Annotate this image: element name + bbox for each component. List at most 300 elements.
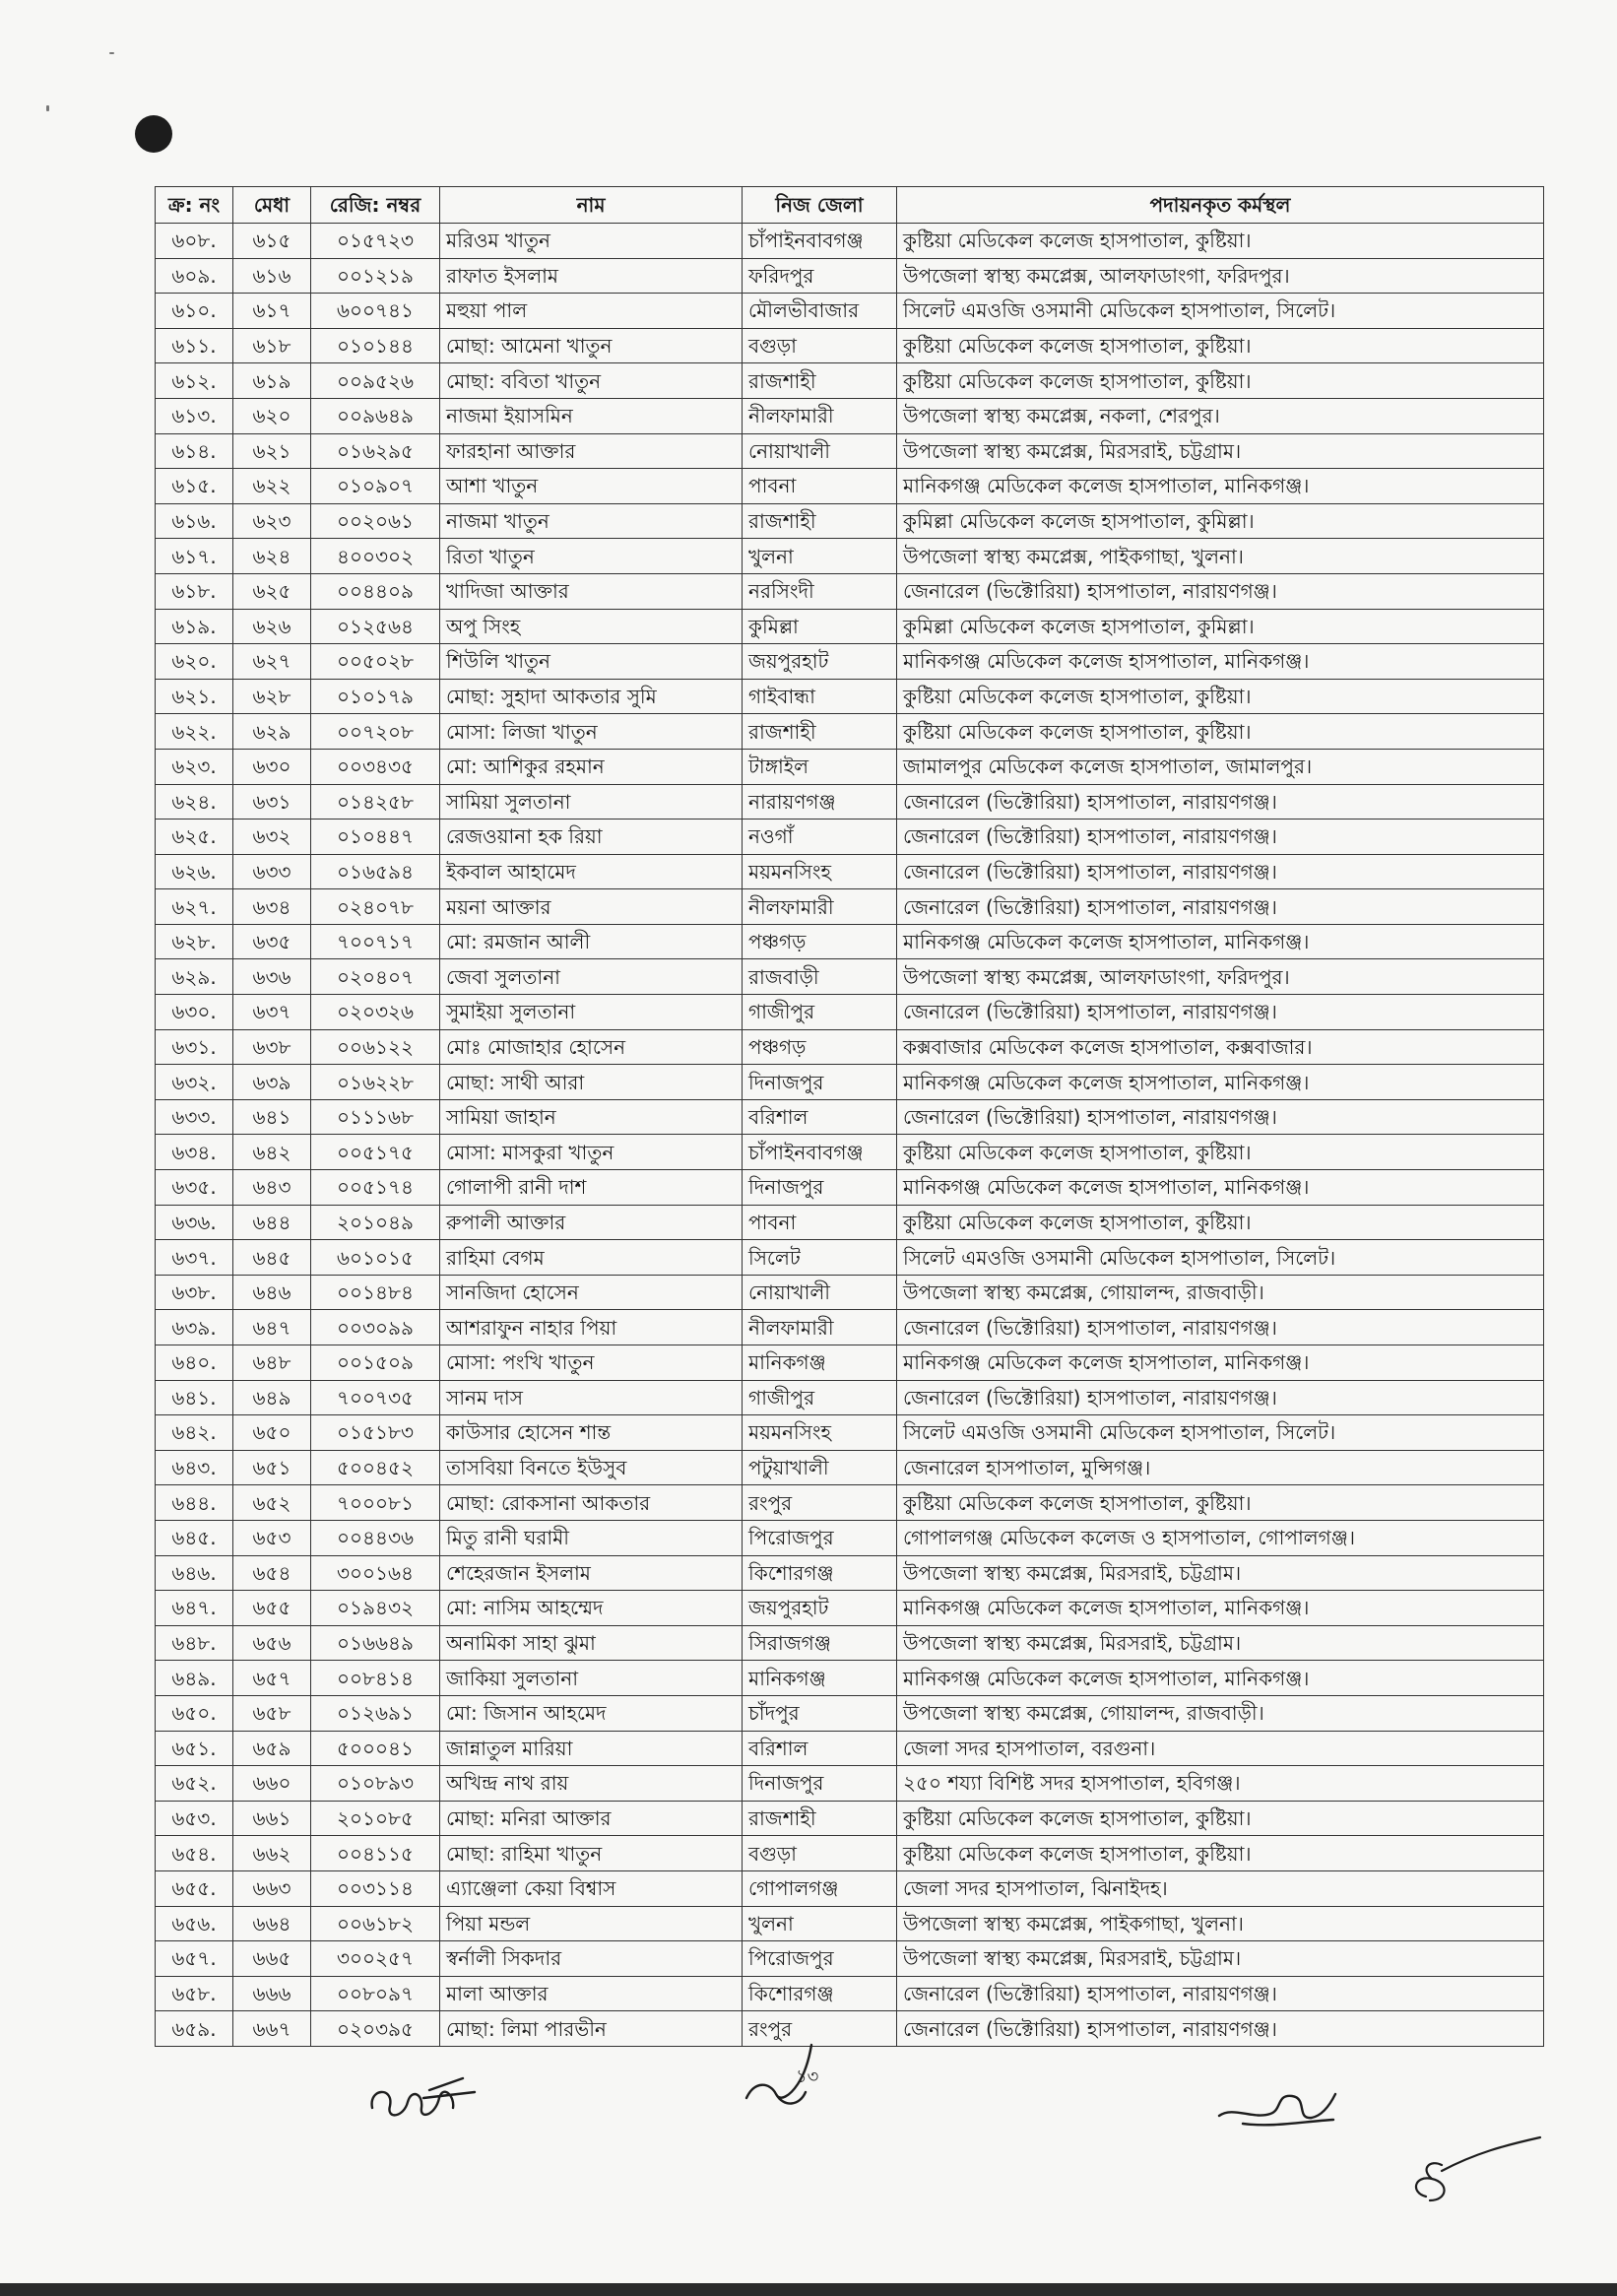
cell-name: আশা খাতুন [440, 469, 743, 504]
table-body [156, 224, 1544, 2047]
cell-name: মোছা: লিমা পারভীন [440, 2011, 743, 2047]
cell-home-district: নীলফামারী [743, 889, 897, 925]
cell-name: শেহেরজান ইসলাম [440, 1555, 743, 1591]
cell-name: মিতু রানী ঘরামী [440, 1520, 743, 1555]
cell-merit: ৬৫০ [233, 1415, 311, 1451]
cell-name: জেবা সুলতানা [440, 959, 743, 995]
header-posting-place: পদায়নকৃত কর্মস্থল [897, 187, 1544, 224]
cell-name: শিউলি খাতুন [440, 644, 743, 680]
cell-merit: ৬৬৪ [233, 1906, 311, 1941]
cell-serial: ৬১৩. [156, 398, 233, 433]
cell-serial: ৬৫৮. [156, 1976, 233, 2011]
cell-home-district: কিশোরগঞ্জ [743, 1555, 897, 1591]
cell-name: মোছা: রাহিমা খাতুন [440, 1836, 743, 1871]
cell-posting-place: জেনারেল (ভিক্টোরিয়া) হাসপাতাল, নারায়ণগঞ্জ। [897, 1099, 1544, 1135]
cell-merit: ৬২৫ [233, 573, 311, 609]
cell-registration: ০১৬২৯৫ [311, 433, 440, 469]
cell-posting-place: কুমিল্লা মেডিকেল কলেজ হাসপাতাল, কুমিল্লা। [897, 609, 1544, 644]
cell-posting-place: মানিকগঞ্জ মেডিকেল কলেজ হাসপাতাল, মানিকগঞ্জ। [897, 1345, 1544, 1381]
cell-registration: ০০৫১৭৪ [311, 1170, 440, 1206]
scan-speck [46, 105, 49, 111]
cell-serial: ৬৪০. [156, 1345, 233, 1381]
cell-serial: ৬৪৪. [156, 1485, 233, 1521]
table-row [156, 1836, 1544, 1871]
cell-serial: ৬১৪. [156, 433, 233, 469]
cell-registration: ০১৫১৮৩ [311, 1415, 440, 1451]
cell-home-district: বগুড়া [743, 1836, 897, 1871]
cell-registration: ০২০৪০৭ [311, 959, 440, 995]
cell-name: মোঃ মোজাহার হোসেন [440, 1029, 743, 1065]
cell-home-district: রাজশাহী [743, 363, 897, 399]
table-row [156, 749, 1544, 784]
cell-serial: ৬৪৭. [156, 1591, 233, 1626]
cell-posting-place: সিলেট এমওজি ওসমানী মেডিকেল হাসপাতাল, সিলেট। [897, 294, 1544, 329]
cell-merit: ৬৬২ [233, 1836, 311, 1871]
cell-merit: ৬৩৭ [233, 995, 311, 1030]
header-home-district: নিজ জেলা [743, 187, 897, 224]
punch-hole [135, 115, 172, 153]
cell-home-district: পঞ্চগড় [743, 924, 897, 959]
cell-posting-place: মানিকগঞ্জ মেডিকেল কলেজ হাসপাতাল, মানিকগঞ্জ। [897, 1591, 1544, 1626]
table-row [156, 294, 1544, 329]
cell-home-district: খুলনা [743, 539, 897, 574]
cell-registration: ৫০০০৪১ [311, 1731, 440, 1766]
cell-home-district: রাজশাহী [743, 503, 897, 539]
cell-serial: ৬২৬. [156, 854, 233, 889]
scan-bottom-edge [0, 2283, 1617, 2296]
cell-merit: ৬১৬ [233, 258, 311, 294]
cell-registration: ৭০০৭১৭ [311, 924, 440, 959]
cell-home-district: দিনাজপুর [743, 1766, 897, 1802]
cell-name: মোসা: লিজা খাতুন [440, 714, 743, 750]
table-row [156, 503, 1544, 539]
cell-registration: ৩০০১৬৪ [311, 1555, 440, 1591]
cell-registration: ০০৬১৮২ [311, 1906, 440, 1941]
cell-merit: ৬৫২ [233, 1485, 311, 1521]
cell-serial: ৬৪২. [156, 1415, 233, 1451]
cell-posting-place: উপজেলা স্বাস্থ্য কমপ্লেক্স, মিরসরাই, চট্টগ্রাম। [897, 1625, 1544, 1661]
cell-name: কাউসার হোসেন শান্ত [440, 1415, 743, 1451]
cell-name: মো: জিসান আহমেদ [440, 1695, 743, 1731]
cell-home-district: দিনাজপুর [743, 1065, 897, 1100]
table-row [156, 1906, 1544, 1941]
cell-name: মোছা: মনিরা আক্তার [440, 1801, 743, 1836]
cell-name: মোসা: মাসকুরা খাতুন [440, 1135, 743, 1170]
cell-registration: ৭০০৭৩৫ [311, 1380, 440, 1415]
cell-posting-place: জেনারেল (ভিক্টোরিয়া) হাসপাতাল, নারায়ণগঞ্জ। [897, 784, 1544, 820]
cell-home-district: পটুয়াখালী [743, 1450, 897, 1485]
cell-home-district: দিনাজপুর [743, 1170, 897, 1206]
cell-serial: ৬২২. [156, 714, 233, 750]
table-row [156, 1941, 1544, 1977]
posting-table [155, 186, 1544, 2047]
cell-name: জান্নাতুল মারিয়া [440, 1731, 743, 1766]
cell-home-district: নোয়াখালী [743, 433, 897, 469]
cell-registration: ০১০৪৪৭ [311, 820, 440, 855]
table-row [156, 539, 1544, 574]
cell-posting-place: কুষ্টিয়া মেডিকেল কলেজ হাসপাতাল, কুষ্টিয়া। [897, 1801, 1544, 1836]
cell-registration: ০২৪০৭৮ [311, 889, 440, 925]
cell-merit: ৬৪৪ [233, 1205, 311, 1240]
table-row [156, 398, 1544, 433]
cell-posting-place: জেনারেল (ভিক্টোরিয়া) হাসপাতাল, নারায়ণগঞ্জ। [897, 854, 1544, 889]
table-row [156, 1170, 1544, 1206]
cell-home-district: পাবনা [743, 1205, 897, 1240]
cell-home-district: রাজশাহী [743, 1801, 897, 1836]
cell-posting-place: মানিকগঞ্জ মেডিকেল কলেজ হাসপাতাল, মানিকগঞ্জ। [897, 1661, 1544, 1696]
cell-merit: ৬২০ [233, 398, 311, 433]
cell-serial: ৬২৪. [156, 784, 233, 820]
cell-posting-place: কুষ্টিয়া মেডিকেল কলেজ হাসপাতাল, কুষ্টিয়া। [897, 679, 1544, 714]
cell-registration: ০১০৮৯৩ [311, 1766, 440, 1802]
cell-home-district: বগুড়া [743, 328, 897, 363]
cell-merit: ৬১৮ [233, 328, 311, 363]
cell-home-district: ময়মনসিংহ [743, 854, 897, 889]
cell-merit: ৬১৭ [233, 294, 311, 329]
cell-merit: ৬৬৩ [233, 1870, 311, 1906]
cell-merit: ৬২৩ [233, 503, 311, 539]
cell-name: মোছা: সাথী আরা [440, 1065, 743, 1100]
cell-home-district: বরিশাল [743, 1731, 897, 1766]
cell-home-district: কুমিল্লা [743, 609, 897, 644]
cell-registration: ০১০৯০৭ [311, 469, 440, 504]
cell-merit: ৬৩৯ [233, 1065, 311, 1100]
cell-serial: ৬৩১. [156, 1029, 233, 1065]
table-row [156, 1310, 1544, 1345]
cell-home-district: নওগাঁ [743, 820, 897, 855]
cell-home-district: টাঙ্গাইল [743, 749, 897, 784]
table-row [156, 1485, 1544, 1521]
cell-posting-place: কুষ্টিয়া মেডিকেল কলেজ হাসপাতাল, কুষ্টিয়া। [897, 714, 1544, 750]
table-row [156, 854, 1544, 889]
table-row [156, 609, 1544, 644]
cell-posting-place: মানিকগঞ্জ মেডিকেল কলেজ হাসপাতাল, মানিকগঞ্জ। [897, 924, 1544, 959]
cell-merit: ৬৫৮ [233, 1695, 311, 1731]
cell-home-district: পিরোজপুর [743, 1520, 897, 1555]
signature-left [364, 2068, 483, 2132]
cell-registration: ০১৬২২৮ [311, 1065, 440, 1100]
cell-serial: ৬১৭. [156, 539, 233, 574]
cell-posting-place: জেনারেল (ভিক্টোরিয়া) হাসপাতাল, নারায়ণগঞ্জ। [897, 820, 1544, 855]
cell-home-district: পঞ্চগড় [743, 1029, 897, 1065]
cell-registration: ০১১১৬৮ [311, 1099, 440, 1135]
cell-registration: ৩০০২৫৭ [311, 1941, 440, 1977]
cell-posting-place: জেনারেল (ভিক্টোরিয়া) হাসপাতাল, নারায়ণগঞ্জ। [897, 995, 1544, 1030]
cell-serial: ৬১২. [156, 363, 233, 399]
cell-posting-place: উপজেলা স্বাস্থ্য কমপ্লেক্স, আলফাডাংগা, ফরিদপুর। [897, 959, 1544, 995]
cell-registration: ০০৭২০৮ [311, 714, 440, 750]
cell-posting-place: উপজেলা স্বাস্থ্য কমপ্লেক্স, পাইকগাছা, খুলনা। [897, 1906, 1544, 1941]
cell-registration: ০১৬৫৯৪ [311, 854, 440, 889]
cell-posting-place: ২৫০ শয্যা বিশিষ্ট সদর হাসপাতাল, হবিগঞ্জ। [897, 1766, 1544, 1802]
cell-serial: ৬৪১. [156, 1380, 233, 1415]
cell-merit: ৬৫১ [233, 1450, 311, 1485]
cell-serial: ৬৫৯. [156, 2011, 233, 2047]
cell-name: রিতা খাতুন [440, 539, 743, 574]
cell-home-district: সিলেট [743, 1240, 897, 1276]
cell-posting-place: কুষ্টিয়া মেডিকেল কলেজ হাসপাতাল, কুষ্টিয়া। [897, 1135, 1544, 1170]
cell-posting-place: কুষ্টিয়া মেডিকেল কলেজ হাসপাতাল, কুষ্টিয়া। [897, 1485, 1544, 1521]
cell-serial: ৬১৮. [156, 573, 233, 609]
table-row [156, 2011, 1544, 2047]
table-row [156, 1275, 1544, 1310]
table-row [156, 363, 1544, 399]
cell-home-district: জয়পুরহাট [743, 644, 897, 680]
cell-merit: ৬৪৭ [233, 1310, 311, 1345]
cell-registration: ০০৫০২৮ [311, 644, 440, 680]
table-header [156, 187, 1544, 224]
cell-registration: ০১০১৭৯ [311, 679, 440, 714]
cell-serial: ৬৫৭. [156, 1941, 233, 1977]
cell-serial: ৬৩২. [156, 1065, 233, 1100]
cell-merit: ৬৩৩ [233, 854, 311, 889]
table-row [156, 1661, 1544, 1696]
cell-name: মোছা: ববিতা খাতুন [440, 363, 743, 399]
cell-name: অখিন্দ্র নাথ রায় [440, 1766, 743, 1802]
cell-home-district: সিরাজগঞ্জ [743, 1625, 897, 1661]
cell-registration: ৬০১০১৫ [311, 1240, 440, 1276]
cell-name: মোসা: পংখি খাতুন [440, 1345, 743, 1381]
table-row [156, 1135, 1544, 1170]
cell-merit: ৬৫৪ [233, 1555, 311, 1591]
cell-name: খাদিজা আক্তার [440, 573, 743, 609]
cell-home-district: কিশোরগঞ্জ [743, 1976, 897, 2011]
cell-name: সুমাইয়া সুলতানা [440, 995, 743, 1030]
cell-posting-place: উপজেলা স্বাস্থ্য কমপ্লেক্স, মিরসরাই, চট্টগ্রাম। [897, 1941, 1544, 1977]
cell-serial: ৬৫৬. [156, 1906, 233, 1941]
cell-name: রাফাত ইসলাম [440, 258, 743, 294]
cell-registration: ০০৯৬৪৯ [311, 398, 440, 433]
cell-registration: ০১২৫৬৪ [311, 609, 440, 644]
cell-name: মো: নাসিম আহম্মেদ [440, 1591, 743, 1626]
table-row [156, 1345, 1544, 1381]
table-row [156, 924, 1544, 959]
cell-home-district: গোপালগঞ্জ [743, 1870, 897, 1906]
cell-merit: ৬৩৪ [233, 889, 311, 925]
table-row [156, 224, 1544, 259]
cell-home-district: জয়পুরহাট [743, 1591, 897, 1626]
table-row [156, 1520, 1544, 1555]
cell-posting-place: কুমিল্লা মেডিকেল কলেজ হাসপাতাল, কুমিল্লা। [897, 503, 1544, 539]
cell-registration: ০০৩০৯৯ [311, 1310, 440, 1345]
cell-registration: ০০৫১৭৫ [311, 1135, 440, 1170]
cell-home-district: নীলফামারী [743, 1310, 897, 1345]
cell-serial: ৬২১. [156, 679, 233, 714]
table-row [156, 820, 1544, 855]
cell-merit: ৬৩০ [233, 749, 311, 784]
cell-name: ফারহানা আক্তার [440, 433, 743, 469]
cell-name: মো: রমজান আলী [440, 924, 743, 959]
cell-posting-place: গোপালগঞ্জ মেডিকেল কলেজ ও হাসপাতাল, গোপালগঞ্জ। [897, 1520, 1544, 1555]
table-row [156, 1380, 1544, 1415]
header-registration: রেজি: নম্বর [311, 187, 440, 224]
initials-center [741, 2037, 849, 2120]
cell-posting-place: কক্সবাজার মেডিকেল কলেজ হাসপাতাল, কক্সবাজার। [897, 1029, 1544, 1065]
cell-posting-place: সিলেট এমওজি ওসমানী মেডিকেল হাসপাতাল, সিলেট। [897, 1415, 1544, 1451]
cell-registration: ০০৩৪৩৫ [311, 749, 440, 784]
cell-serial: ৬৫২. [156, 1766, 233, 1802]
cell-home-district: নারায়ণগঞ্জ [743, 784, 897, 820]
cell-serial: ৬৩৮. [156, 1275, 233, 1310]
table-row [156, 714, 1544, 750]
cell-name: ময়না আক্তার [440, 889, 743, 925]
cell-serial: ৬৩৫. [156, 1170, 233, 1206]
cell-name: গোলাপী রানী দাশ [440, 1170, 743, 1206]
cell-home-district: ময়মনসিংহ [743, 1415, 897, 1451]
cell-merit: ৬৬৫ [233, 1941, 311, 1977]
cell-serial: ৬০৮. [156, 224, 233, 259]
cell-posting-place: জেনারেল (ভিক্টোরিয়া) হাসপাতাল, নারায়ণগঞ্জ। [897, 1380, 1544, 1415]
cell-posting-place: জেনারেল (ভিক্টোরিয়া) হাসপাতাল, নারায়ণগঞ্জ। [897, 1976, 1544, 2011]
table-row [156, 995, 1544, 1030]
table-row [156, 1415, 1544, 1451]
cell-merit: ৬৩২ [233, 820, 311, 855]
cell-name: পিয়া মন্ডল [440, 1906, 743, 1941]
cell-serial: ৬৪৩. [156, 1450, 233, 1485]
cell-registration: ০১৯৪৩২ [311, 1591, 440, 1626]
cell-registration: ০১০১৪৪ [311, 328, 440, 363]
table-row [156, 1555, 1544, 1591]
cell-serial: ৬২৯. [156, 959, 233, 995]
cell-registration: ৪০০৩০২ [311, 539, 440, 574]
table-row [156, 1099, 1544, 1135]
cell-home-district: চাঁপাইনবাবগঞ্জ [743, 1135, 897, 1170]
cell-name: নাজমা খাতুন [440, 503, 743, 539]
cell-name: সানম দাস [440, 1380, 743, 1415]
table-row [156, 1450, 1544, 1485]
cell-home-district: গাজীপুর [743, 995, 897, 1030]
cell-posting-place: মানিকগঞ্জ মেডিকেল কলেজ হাসপাতাল, মানিকগঞ্জ। [897, 1065, 1544, 1100]
cell-merit: ৬৬০ [233, 1766, 311, 1802]
cell-home-district: মানিকগঞ্জ [743, 1345, 897, 1381]
cell-merit: ৬৪৯ [233, 1380, 311, 1415]
cell-serial: ৬২৩. [156, 749, 233, 784]
signature-right [1213, 2076, 1341, 2139]
cell-posting-place: উপজেলা স্বাস্থ্য কমপ্লেক্স, পাইকগাছা, খুলনা। [897, 539, 1544, 574]
cell-registration: ৬০০৭৪১ [311, 294, 440, 329]
cell-merit: ৬৪৮ [233, 1345, 311, 1381]
table-row [156, 1801, 1544, 1836]
cell-posting-place: কুষ্টিয়া মেডিকেল কলেজ হাসপাতাল, কুষ্টিয়া। [897, 1205, 1544, 1240]
cell-merit: ৬৫৩ [233, 1520, 311, 1555]
cell-merit: ৬৩৫ [233, 924, 311, 959]
cell-name: মোছা: রোকসানা আকতার [440, 1485, 743, 1521]
table-row [156, 644, 1544, 680]
cell-serial: ৬২৮. [156, 924, 233, 959]
cell-home-district: মৌলভীবাজার [743, 294, 897, 329]
table-row [156, 679, 1544, 714]
cell-registration: ০০১২১৯ [311, 258, 440, 294]
table-row [156, 258, 1544, 294]
cell-merit: ৬২৯ [233, 714, 311, 750]
cell-name: নাজমা ইয়াসমিন [440, 398, 743, 433]
cell-registration: ০০৩১১৪ [311, 1870, 440, 1906]
cell-name: মোছা: আমেনা খাতুন [440, 328, 743, 363]
cell-serial: ৬২০. [156, 644, 233, 680]
cell-merit: ৬৫৯ [233, 1731, 311, 1766]
table-row [156, 959, 1544, 995]
cell-serial: ৬১১. [156, 328, 233, 363]
cell-home-district: খুলনা [743, 1906, 897, 1941]
cell-home-district: রংপুর [743, 2011, 897, 2047]
cell-name: রেজওয়ানা হক রিয়া [440, 820, 743, 855]
cell-registration: ২০১০৮৫ [311, 1801, 440, 1836]
cell-name: মরিওম খাতুন [440, 224, 743, 259]
cell-name: সামিয়া সুলতানা [440, 784, 743, 820]
cell-posting-place: উপজেলা স্বাস্থ্য কমপ্লেক্স, মিরসরাই, চট্টগ্রাম। [897, 433, 1544, 469]
cell-registration: ০২০৩৯৫ [311, 2011, 440, 2047]
cell-posting-place: জেলা সদর হাসপাতাল, ঝিনাইদহ। [897, 1870, 1544, 1906]
cell-merit: ৬৬৭ [233, 2011, 311, 2047]
cell-serial: ৬১৫. [156, 469, 233, 504]
cell-registration: ০০৪৪০৯ [311, 573, 440, 609]
cell-posting-place: কুষ্টিয়া মেডিকেল কলেজ হাসপাতাল, কুষ্টিয়া। [897, 328, 1544, 363]
table-row [156, 1695, 1544, 1731]
header-name: নাম [440, 187, 743, 224]
cell-posting-place: মানিকগঞ্জ মেডিকেল কলেজ হাসপাতাল, মানিকগঞ্জ। [897, 469, 1544, 504]
cell-serial: ৬৪৬. [156, 1555, 233, 1591]
cell-serial: ৬১৬. [156, 503, 233, 539]
cell-registration: ০১২৬৯১ [311, 1695, 440, 1731]
page-number: ১৩ [796, 2066, 819, 2087]
cell-registration: ০১৬৬৪৯ [311, 1625, 440, 1661]
cell-registration: ০০৪৪৩৬ [311, 1520, 440, 1555]
cell-posting-place: কুষ্টিয়া মেডিকেল কলেজ হাসপাতাল, কুষ্টিয়া। [897, 224, 1544, 259]
cell-home-district: গাইবান্ধা [743, 679, 897, 714]
cell-home-district: পাবনা [743, 469, 897, 504]
cell-posting-place: উপজেলা স্বাস্থ্য কমপ্লেক্স, গোয়ালন্দ, রাজবাড়ী। [897, 1275, 1544, 1310]
cell-serial: ৬৩৪. [156, 1135, 233, 1170]
cell-serial: ৬২৫. [156, 820, 233, 855]
cell-merit: ৬২৮ [233, 679, 311, 714]
cell-name: জাকিয়া সুলতানা [440, 1661, 743, 1696]
table-row [156, 1240, 1544, 1276]
cell-name: মো: আশিকুর রহমান [440, 749, 743, 784]
table-row [156, 1205, 1544, 1240]
cell-merit: ৬৬৬ [233, 1976, 311, 2011]
cell-home-district: চাঁপাইনবাবগঞ্জ [743, 224, 897, 259]
cell-serial: ৬৫৩. [156, 1801, 233, 1836]
cell-home-district: রাজশাহী [743, 714, 897, 750]
table-row [156, 784, 1544, 820]
cell-home-district: রাজবাড়ী [743, 959, 897, 995]
cell-merit: ৬২৬ [233, 609, 311, 644]
scan-speck [109, 52, 114, 54]
cell-merit: ৬১৯ [233, 363, 311, 399]
cell-posting-place: উপজেলা স্বাস্থ্য কমপ্লেক্স, গোয়ালন্দ, রাজবাড়ী। [897, 1695, 1544, 1731]
cell-posting-place: কুষ্টিয়া মেডিকেল কলেজ হাসপাতাল, কুষ্টিয়া। [897, 363, 1544, 399]
cell-posting-place: জেনারেল (ভিক্টোরিয়া) হাসপাতাল, নারায়ণগঞ্জ। [897, 2011, 1544, 2047]
cell-home-district: নরসিংদী [743, 573, 897, 609]
cell-name: মহুয়া পাল [440, 294, 743, 329]
posting-table-wrapper [155, 186, 1466, 2047]
table-row [156, 1591, 1544, 1626]
table-row [156, 328, 1544, 363]
cell-merit: ৬৫৬ [233, 1625, 311, 1661]
page-mark-handwritten [1396, 2135, 1544, 2218]
cell-registration: ০২০৩২৬ [311, 995, 440, 1030]
cell-registration: ৫০০৪৫২ [311, 1450, 440, 1485]
cell-merit: ৬৩৬ [233, 959, 311, 995]
cell-home-district: রংপুর [743, 1485, 897, 1521]
cell-posting-place: জেনারেল (ভিক্টোরিয়া) হাসপাতাল, নারায়ণগঞ্জ। [897, 889, 1544, 925]
cell-registration: ০০৮০৯৭ [311, 1976, 440, 2011]
cell-registration: ০০৪১১৫ [311, 1836, 440, 1871]
cell-serial: ৬৪৫. [156, 1520, 233, 1555]
cell-posting-place: জেলা সদর হাসপাতাল, বরগুনা। [897, 1731, 1544, 1766]
cell-serial: ৬৩৭. [156, 1240, 233, 1276]
cell-merit: ৬৪২ [233, 1135, 311, 1170]
